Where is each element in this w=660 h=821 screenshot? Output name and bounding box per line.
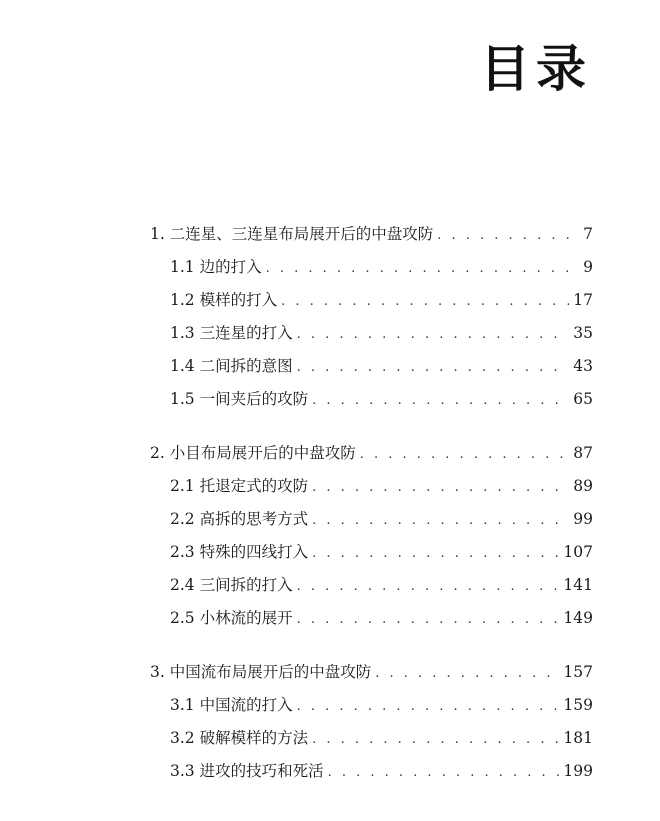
toc-page-number: 89 xyxy=(573,477,593,495)
toc-entry-label: 2.2 高拆的思考方式 xyxy=(170,510,309,528)
toc-entry-label: 1.5 一间夹后的攻防 xyxy=(170,390,309,408)
toc-entry-label: 3.1 中国流的打入 xyxy=(170,696,293,714)
toc-leader-dots xyxy=(328,756,560,789)
toc-leader-dots xyxy=(297,690,560,723)
toc-section-2-3[interactable] xyxy=(150,536,593,569)
toc-chapter-2[interactable] xyxy=(150,437,593,470)
toc-page-number: 35 xyxy=(573,324,593,342)
toc-section-2-1[interactable] xyxy=(150,470,593,503)
toc-leader-dots xyxy=(312,471,569,504)
toc-leader-dots xyxy=(297,351,570,384)
toc-leader-dots xyxy=(281,285,569,318)
toc-section-3-3[interactable] xyxy=(150,755,593,788)
toc-entry-label: 3.2 破解模样的方法 xyxy=(170,729,309,747)
toc-page-number: 149 xyxy=(563,609,593,627)
toc-page-number: 157 xyxy=(563,663,593,681)
toc-entry-label: 2.1 托退定式的攻防 xyxy=(170,477,309,495)
toc-leader-dots xyxy=(297,570,560,603)
toc-leader-dots xyxy=(312,537,559,570)
toc-page-number: 9 xyxy=(583,258,593,276)
page-title: 目录 xyxy=(480,39,592,98)
toc-entry-label: 3.3 进攻的技巧和死活 xyxy=(170,762,324,780)
toc-page-number: 43 xyxy=(573,357,593,375)
toc-page-number: 65 xyxy=(573,390,593,408)
toc-leader-dots xyxy=(312,723,559,756)
toc-leader-dots xyxy=(266,252,580,285)
toc-section-1-2[interactable] xyxy=(150,284,593,317)
toc-section-1-3[interactable] xyxy=(150,317,593,350)
toc-page-number: 17 xyxy=(573,291,593,309)
toc-page-number: 7 xyxy=(583,225,593,243)
table-of-contents xyxy=(150,218,593,788)
toc-entry-label: 2.4 三间拆的打入 xyxy=(170,576,293,594)
toc-page-number: 107 xyxy=(563,543,593,561)
toc-page-number: 141 xyxy=(563,576,593,594)
toc-entry-label: 2.5 小林流的展开 xyxy=(170,609,293,627)
toc-chapter-3[interactable] xyxy=(150,656,593,689)
toc-section-2-4[interactable] xyxy=(150,569,593,602)
toc-page-number: 159 xyxy=(563,696,593,714)
toc-leader-dots xyxy=(297,318,570,351)
toc-section-1-4[interactable] xyxy=(150,350,593,383)
toc-section-1-5[interactable] xyxy=(150,383,593,416)
toc-section-2-2[interactable] xyxy=(150,503,593,536)
toc-entry-label: 2. 小目布局展开后的中盘攻防 xyxy=(150,444,356,462)
toc-page-number: 87 xyxy=(573,444,593,462)
toc-leader-dots xyxy=(360,438,570,471)
toc-section-1-1[interactable] xyxy=(150,251,593,284)
toc-page-number: 181 xyxy=(563,729,593,747)
toc-entry-label: 1.3 三连星的打入 xyxy=(170,324,293,342)
toc-page-number: 99 xyxy=(573,510,593,528)
toc-leader-dots xyxy=(312,384,569,417)
toc-entry-label: 2.3 特殊的四线打入 xyxy=(170,543,309,561)
toc-leader-dots xyxy=(297,603,560,636)
toc-entry-label: 1.1 边的打入 xyxy=(170,258,262,276)
toc-entry-label: 1.2 模样的打入 xyxy=(170,291,278,309)
toc-leader-dots xyxy=(375,657,559,690)
toc-entry-label: 3. 中国流布局展开后的中盘攻防 xyxy=(150,663,372,681)
toc-section-2-5[interactable] xyxy=(150,602,593,635)
toc-leader-dots xyxy=(312,504,569,537)
toc-entry-label: 1. 二连星、三连星布局展开后的中盘攻防 xyxy=(150,225,434,243)
toc-entry-label: 1.4 二间拆的意图 xyxy=(170,357,293,375)
toc-leader-dots xyxy=(437,219,579,252)
toc-chapter-1[interactable] xyxy=(150,218,593,251)
toc-section-3-2[interactable] xyxy=(150,722,593,755)
toc-section-3-1[interactable] xyxy=(150,689,593,722)
toc-page-number: 199 xyxy=(563,762,593,780)
